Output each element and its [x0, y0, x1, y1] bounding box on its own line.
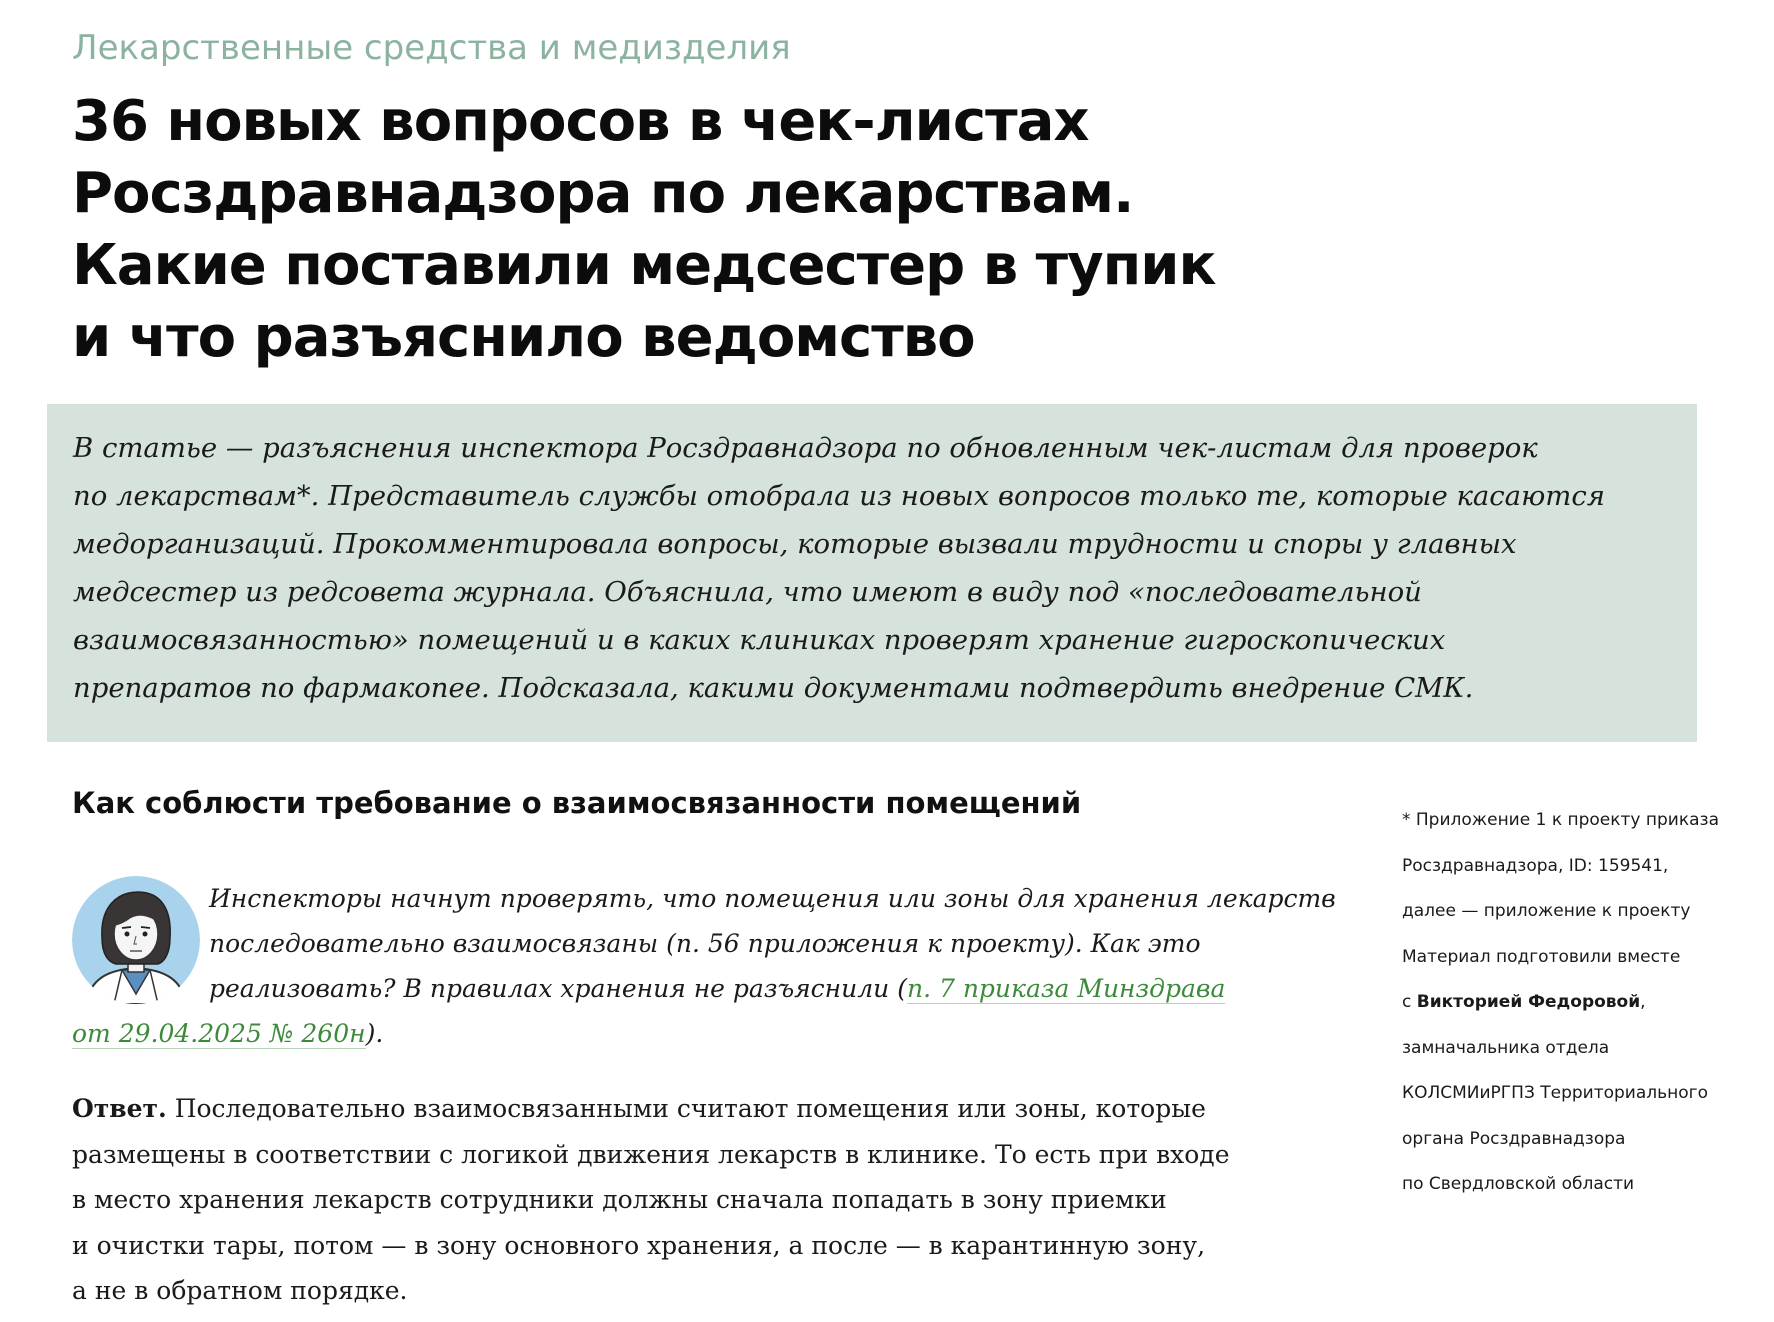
- title-line: 36 новых вопросов в чек-листах: [72, 89, 1089, 154]
- answer-line: [72, 1086, 1302, 1132]
- answer-line: в место хранения лекарств сотрудники должны сначала попадать в зону приемки: [72, 1185, 1167, 1214]
- answer-line: размещены в соответствии с логикой движения лекарств в клинике. То есть при входе: [72, 1139, 1230, 1169]
- article-title: [72, 86, 1272, 374]
- credit-line: Материал подготовили вместе: [1402, 946, 1681, 967]
- lead-line: медорганизаций. Прокомментировала вопросы, которые вызвали трудности и споры у главных: [73, 528, 1517, 560]
- question-line: Инспекторы начнут проверять, что помещения или зоны для хранения лекарств: [209, 884, 1336, 913]
- answer-text: Последовательно взаимосвязанными считают помещения или зоны, которые: [166, 1094, 1206, 1123]
- credit-line: органа Росздравнадзора: [1402, 1128, 1626, 1149]
- answer-block: [72, 1086, 1302, 1314]
- lead-summary-box: [47, 404, 1697, 742]
- question-block: [72, 876, 1336, 1056]
- question-line: [72, 966, 1302, 1011]
- lead-line: препаратов по фармакопее. Подсказала, какими документами подтвердить внедрение СМК.: [73, 672, 1474, 704]
- question-text: ).: [365, 1019, 384, 1048]
- answer-line: а не в обратном порядке.: [72, 1276, 408, 1305]
- title-line: Какие поставили медсестер в тупик: [72, 233, 1216, 298]
- rubric-label[interactable]: Лекарственные средства и медизделия: [72, 28, 791, 68]
- credit-line: [1402, 980, 1762, 1026]
- answer-line: и очистки тары, потом — в зону основного хранения, а после — в карантинную зону,: [72, 1230, 1206, 1260]
- answer-label: Ответ.: [72, 1094, 167, 1123]
- footnote-line: далее — приложение к проекту: [1402, 901, 1691, 921]
- footnote-line: * Приложение 1 к проекту приказа: [1402, 810, 1719, 830]
- order-260n-link-continued[interactable]: от 29.04.2025 № 260н: [72, 1019, 366, 1048]
- sidebar-footnote: [1402, 798, 1762, 1208]
- credit-line: КОЛСМИиРГПЗ Территориального: [1402, 1083, 1709, 1103]
- lead-line: по лекарствам*. Представитель службы отобрала из новых вопросов только те, которые касаются: [73, 480, 1605, 512]
- title-line: Росздравнадзора по лекарствам.: [72, 161, 1134, 226]
- section-title: Как соблюсти требование о взаимосвязанности помещений: [72, 786, 1082, 820]
- credit-prefix: с: [1402, 992, 1417, 1012]
- lead-line: взаимосвязанностью» помещений и в каких клиниках проверят хранение гигроскопических: [73, 624, 1446, 656]
- title-line: и что разъяснило ведомство: [72, 305, 975, 370]
- credit-line: по Свердловской области: [1402, 1174, 1635, 1194]
- question-line: [72, 1011, 1302, 1056]
- credit-suffix: ,: [1640, 992, 1646, 1012]
- lead-line: В статье — разъяснения инспектора Росздравнадзора по обновленным чек-листам для проверок: [73, 432, 1538, 464]
- order-260n-link[interactable]: п. 7 приказа Минздрава: [906, 974, 1226, 1003]
- lead-line: медсестер из редсовета журнала. Объяснила, что имеют в виду под «последовательной: [73, 576, 1422, 608]
- question-line: последовательно взаимосвязаны (п. 56 приложения к проекту). Как это: [209, 929, 1201, 958]
- question-text: реализовать? В правилах хранения не разъяснили (: [209, 974, 907, 1003]
- credit-line: замначальника отдела: [1402, 1037, 1610, 1058]
- expert-name: Викторией Федоровой: [1416, 992, 1641, 1012]
- footnote-line: Росздравнадзора, ID: 159541,: [1402, 855, 1669, 876]
